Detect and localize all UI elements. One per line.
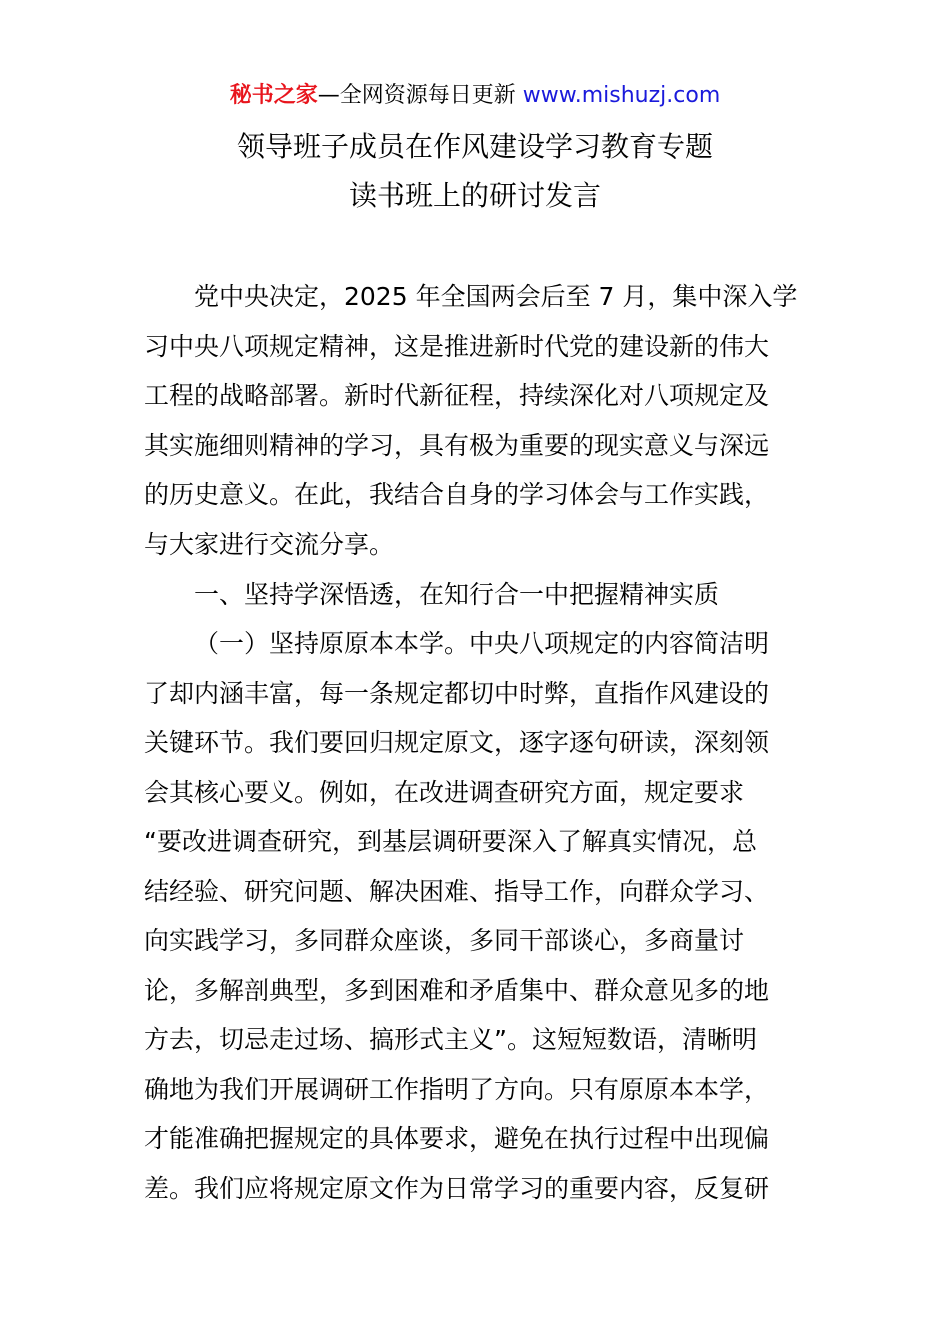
section-paragraph <box>144 619 814 1213</box>
text-line: 会其核心要义。例如，在改进调查研究方面，规定要求 <box>144 777 745 807</box>
text-line: （一）坚持原原本本学。中央八项规定的内容简洁明 <box>194 629 770 658</box>
text-line: 确地为我们开展调研工作指明了方向。只有原原本本学， <box>144 1074 770 1104</box>
text-line: 的历史意义。在此，我结合自身的学习体会与工作实践， <box>144 480 770 509</box>
text-line: 其实施细则精神的学习，具有极为重要的现实意义与深远 <box>144 430 770 460</box>
text-line: 论，多解剖典型，多到困难和矛盾集中、群众意见多的地 <box>144 975 770 1005</box>
site-link[interactable]: www.mishuzj.com <box>522 83 721 108</box>
intro-paragraph <box>144 272 814 569</box>
text-line: 向实践学习，多同群众座谈，多同干部谈心，多商量讨 <box>144 926 745 955</box>
text-line: 党中央决定，2025 年全国两会后至 7 月，集中深入学 <box>194 282 798 311</box>
brand-name: 秘书之家 <box>229 83 318 108</box>
text-line: 与大家进行交流分享。 <box>144 529 395 559</box>
site-banner <box>0 80 950 112</box>
text-line: 工程的战略部署。新时代新征程，持续深化对八项规定及 <box>144 381 770 410</box>
text-line: 习中央八项规定精神，这是推进新时代党的建设新的伟大 <box>144 331 770 361</box>
text-line: 方去，切忌走过场、搞形式主义”。这短短数语，清晰明 <box>144 1025 757 1054</box>
text-line: 差。我们应将规定原文作为日常学习的重要内容，反复研 <box>144 1173 770 1203</box>
text-line: 才能准确把握规定的具体要求，避免在执行过程中出现偏 <box>144 1124 770 1153</box>
text-line: 了却内涵丰富，每一条规定都切中时弊，直指作风建设的 <box>144 678 770 708</box>
section-heading: 一、坚持学深悟透，在知行合一中把握精神实质 <box>194 580 720 609</box>
text-line: 关键环节。我们要回归规定原文，逐字逐句研读，深刻领 <box>144 728 770 757</box>
document-title-line-2: 读书班上的研讨发言 <box>348 179 601 212</box>
document-title-line-1: 领导班子成员在作风建设学习教育专题 <box>236 130 713 163</box>
banner-slogan: —全网资源每日更新 <box>317 83 523 108</box>
text-line: 结经验、研究问题、解决困难、指导工作，向群众学习、 <box>144 876 770 906</box>
text-line: “要改进调查研究，到基层调研要深入了解真实情况，总 <box>144 827 757 856</box>
